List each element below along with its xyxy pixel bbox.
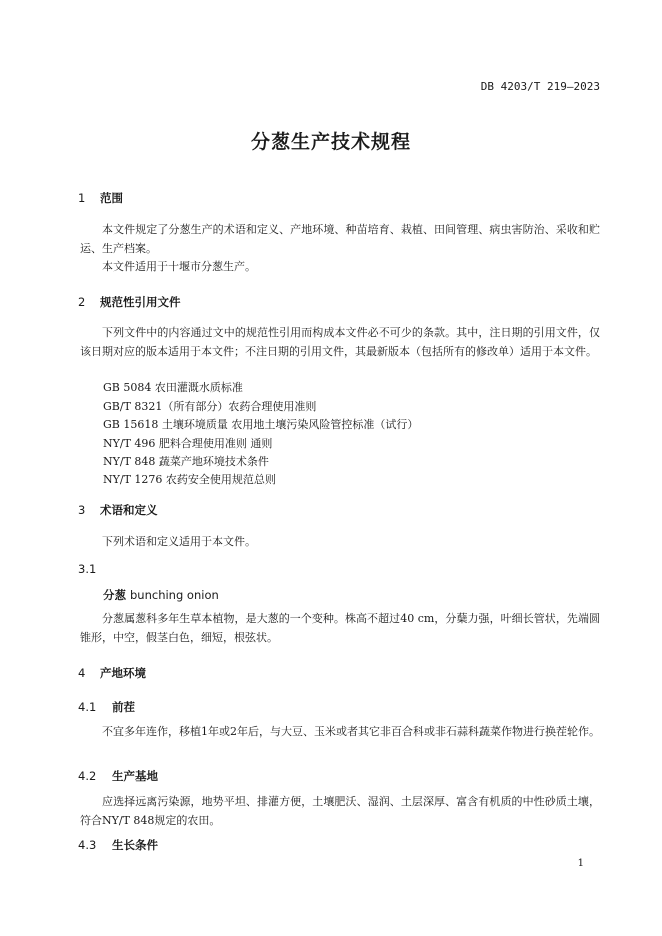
- term-english: bunching onion: [130, 588, 219, 602]
- section-number: 2: [78, 295, 86, 309]
- section-title: 前茬: [112, 700, 136, 714]
- reference-item: NY/T 1276 农药安全使用规范总则: [103, 473, 276, 486]
- term-definition: 分葱属葱科多年生草本植物，是大葱的一个变种。株高不超过40 cm，分蘖力强，叶细长管状，先端圆锥形，中空，假茎白色，细短，根弦状。: [80, 612, 600, 644]
- previous-crop-paragraph: 不宜多年连作，移植1年或2年后，与大豆、玉米或者其它非百合科或非石蒜科蔬菜作物进行换茬轮作。: [102, 725, 600, 738]
- section-number: 4: [78, 666, 86, 680]
- section-title: 生产基地: [112, 769, 159, 783]
- clause-4-2-heading: [78, 768, 158, 784]
- clause-3-1-number: [78, 562, 96, 576]
- term-entry: [103, 587, 219, 603]
- section-number: 4.3: [78, 838, 97, 852]
- section-number: 1: [78, 191, 86, 205]
- section-title: 范围: [100, 191, 124, 205]
- section-2-heading: [78, 294, 181, 310]
- standard-code: DB 4203/T 219—2023: [480, 80, 600, 93]
- section-number: 3: [78, 503, 86, 517]
- section-title: 生长条件: [112, 838, 159, 852]
- document-title: 分葱生产技术规程: [250, 131, 411, 153]
- scope-applicability: 本文件适用于十堰市分葱生产。: [102, 260, 256, 273]
- clause-4-1-heading: [78, 699, 135, 715]
- section-number: 4.1: [78, 700, 97, 714]
- section-title: 产地环境: [100, 666, 147, 680]
- section-title: 术语和定义: [100, 503, 158, 517]
- clause-4-3-heading: [78, 837, 158, 853]
- section-1-heading: [78, 190, 123, 206]
- reference-item: NY/T 496 肥料合理使用准则 通则: [103, 437, 273, 450]
- reference-item: GB 5084 农田灌溉水质标准: [103, 381, 243, 394]
- section-number: 3.1: [78, 562, 97, 576]
- section-number: 4.2: [78, 769, 97, 783]
- section-4-heading: [78, 665, 146, 681]
- references-intro: 下列文件中的内容通过文中的规范性引用而构成本文件必不可少的条款。其中，注日期的引用文件，仅该日期对应的版本适用于本文件；不注日期的引用文件，其最新版本（包括所有的修改单）适用于本文件。: [80, 326, 600, 358]
- section-3-heading: [78, 502, 158, 518]
- reference-item: NY/T 848 蔬菜产地环境技术条件: [103, 455, 269, 468]
- term-chinese: 分葱: [103, 588, 126, 602]
- section-title: 规范性引用文件: [100, 295, 181, 309]
- reference-item: GB 15618 土壤环境质量 农用地土壤污染风险管控标准（试行）: [103, 418, 419, 431]
- reference-item: GB/T 8321（所有部分）农药合理使用准则: [103, 400, 317, 413]
- scope-paragraph: 本文件规定了分葱生产的术语和定义、产地环境、种苗培育、栽植、田间管理、病虫害防治、采收和贮运、生产档案。: [80, 223, 600, 255]
- page-number: 1: [577, 858, 584, 869]
- production-base-paragraph: 应选择远离污染源，地势平坦、排灌方便，土壤肥沃、湿润、土层深厚、富含有机质的中性砂质土壤，符合NY/T 848规定的农田。: [80, 795, 600, 827]
- terms-intro: 下列术语和定义适用于本文件。: [102, 535, 256, 548]
